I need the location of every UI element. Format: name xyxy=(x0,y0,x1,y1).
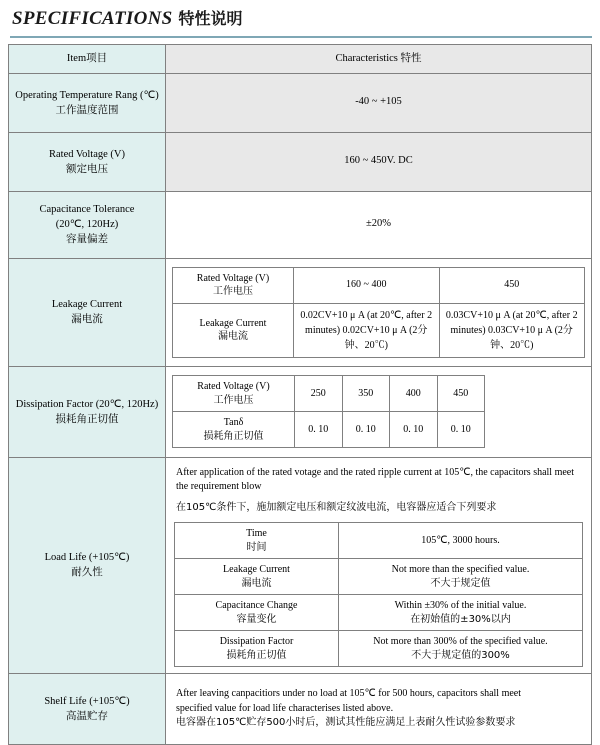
dissipation-tan-header-en: Tanδ xyxy=(223,417,244,429)
header-item-en: Item xyxy=(66,53,87,65)
row-value-rated-voltage xyxy=(166,132,592,191)
dissipation-body-row xyxy=(173,412,485,448)
header-characteristics-cell xyxy=(166,45,592,74)
dissipation-header-row xyxy=(173,376,485,412)
table-row xyxy=(9,132,592,191)
table-row xyxy=(9,457,592,674)
load-life-inner-table xyxy=(174,522,583,667)
load-life-item-value-en-1: 105℃, 3000 hours. xyxy=(421,534,500,546)
dissipation-tan-header-cn: 损耗角正切值 xyxy=(203,430,264,442)
table-row xyxy=(9,191,592,258)
leakage-voltage-header-en: Rated Voltage (V) xyxy=(196,272,270,284)
dissipation-voltage-2: 350 xyxy=(342,376,390,412)
cap-tolerance-label-cn: 容量偏差 xyxy=(66,232,108,245)
page-title-en: SPECIFICATIONS xyxy=(12,8,173,29)
shelf-life-label-en: Shelf Life (+105℃) xyxy=(44,696,130,708)
header-char-en: Characteristics xyxy=(335,53,398,64)
leakage-body-row xyxy=(173,303,585,357)
row-label-shelf-life xyxy=(9,674,166,745)
dissipation-label-en: Dissipation Factor (20℃, 120Hz) xyxy=(15,398,159,410)
rated-voltage-label-en: Rated Voltage (V) xyxy=(48,148,125,160)
leakage-voltage-header xyxy=(173,267,294,303)
load-life-item-value-1 xyxy=(339,523,583,559)
leakage-col1-value: 0.02CV+10 μ A (at 20℃, after 2 minutes) 0.02CV+10 μ A (2分钟、20℃) xyxy=(294,303,440,357)
load-life-item-value-cn-2: 不大于规定值 xyxy=(430,577,491,589)
rated-voltage-label-cn: 额定电压 xyxy=(66,162,108,175)
dissipation-tan-2: 0. 10 xyxy=(342,412,390,448)
load-life-item-name-en-3: Capacitance Change xyxy=(215,600,298,612)
leakage-current-header xyxy=(173,303,294,357)
page-header xyxy=(0,0,600,34)
dissipation-voltage-3: 400 xyxy=(390,376,438,412)
row-label-leakage-current xyxy=(9,258,166,366)
row-label-load-life xyxy=(9,457,166,674)
load-life-item-name-3 xyxy=(175,595,339,631)
dissipation-tan-header xyxy=(173,412,295,448)
shelf-life-note-cn: 电容器在105℃贮存500小时后，测试其性能应满足上表耐久性试验参数要求 xyxy=(176,717,516,729)
load-life-item-row xyxy=(175,559,583,595)
dissipation-voltage-4: 450 xyxy=(437,376,485,412)
row-value-capacitance-tolerance xyxy=(166,191,592,258)
table-header-row xyxy=(9,45,592,74)
load-life-item-name-1 xyxy=(175,523,339,559)
leakage-col1-header: 160 ~ 400 xyxy=(294,267,440,303)
load-life-item-name-en-2: Leakage Current xyxy=(223,564,290,576)
load-life-item-name-cn-2: 漏电流 xyxy=(241,577,272,589)
load-life-item-value-en-4: Not more than 300% of the specified value. xyxy=(373,636,548,648)
leakage-col2-header: 450 xyxy=(439,267,585,303)
dissipation-voltage-header-cn: 工作电压 xyxy=(213,394,254,406)
load-life-item-value-en-2: Not more than the specified value. xyxy=(391,564,530,576)
row-value-load-life xyxy=(166,457,592,674)
leakage-current-header-en: Leakage Current xyxy=(199,317,267,329)
load-life-item-row xyxy=(175,523,583,559)
load-life-label-cn: 耐久性 xyxy=(71,566,103,579)
dissipation-label-cn: 损耗角正切值 xyxy=(55,412,119,425)
load-life-item-value-cn-3: 在初始值的±30%以内 xyxy=(410,613,511,625)
table-row xyxy=(9,674,592,745)
operating-temp-label-en: Operating Temperature Rang (℃) xyxy=(15,89,159,101)
load-life-item-name-en-4: Dissipation Factor xyxy=(219,636,294,648)
row-value-dissipation-factor xyxy=(166,366,592,457)
load-life-item-row xyxy=(175,631,583,667)
load-life-item-name-4 xyxy=(175,631,339,667)
table-row xyxy=(9,366,592,457)
dissipation-voltage-header-en: Rated Voltage (V) xyxy=(197,381,270,393)
load-life-item-value-3 xyxy=(339,595,583,631)
row-value-shelf-life xyxy=(166,674,592,745)
row-label-dissipation-factor xyxy=(9,366,166,457)
table-row xyxy=(9,73,592,132)
load-life-item-name-cn-1: 时间 xyxy=(246,541,267,553)
cap-tolerance-label-condition: (20℃, 120Hz) xyxy=(55,218,119,230)
header-item-cell xyxy=(9,45,166,74)
load-life-item-value-4 xyxy=(339,631,583,667)
operating-temp-value: -40 ~ +105 xyxy=(355,96,402,108)
header-divider xyxy=(10,36,592,38)
row-value-leakage-current xyxy=(166,258,592,366)
page-title-cn: 特性说明 xyxy=(178,9,243,28)
header-char-cn: 特性 xyxy=(400,52,422,64)
load-life-item-name-2 xyxy=(175,559,339,595)
load-life-item-row xyxy=(175,595,583,631)
dissipation-voltage-header xyxy=(173,376,295,412)
load-life-item-name-cn-3: 容量变化 xyxy=(236,613,277,625)
load-life-item-name-cn-4: 损耗角正切值 xyxy=(226,649,287,661)
leakage-label-en: Leakage Current xyxy=(51,299,123,311)
shelf-life-note-en-1: After leaving canpacitiors under no load at 105℃ for 500 hours, capacitors shall meet xyxy=(176,688,522,700)
cap-tolerance-value: ±20% xyxy=(365,218,391,230)
row-label-capacitance-tolerance xyxy=(9,191,166,258)
table-row xyxy=(9,258,592,366)
shelf-life-note-en-2: specified value for load life characterises listed above. xyxy=(176,702,394,714)
cap-tolerance-label-en: Capacitance Tolerance xyxy=(39,204,135,216)
leakage-current-header-cn: 漏电流 xyxy=(218,331,248,343)
dissipation-inner-table xyxy=(172,375,485,448)
row-label-operating-temperature xyxy=(9,73,166,132)
leakage-col2-value: 0.03CV+10 μ A (at 20℃, after 2 minutes) 0.03CV+10 μ A (2分钟、20℃) xyxy=(439,303,585,357)
dissipation-voltage-1: 250 xyxy=(295,376,343,412)
header-item-cn: 项目 xyxy=(86,52,108,65)
load-life-item-value-2 xyxy=(339,559,583,595)
row-label-rated-voltage xyxy=(9,132,166,191)
dissipation-tan-1: 0. 10 xyxy=(295,412,343,448)
load-life-label-en: Load Life (+105℃) xyxy=(44,552,130,564)
load-life-item-value-en-3: Within ±30% of the initial value. xyxy=(394,600,527,612)
leakage-inner-table xyxy=(172,267,585,358)
load-life-item-name-en-1: Time xyxy=(246,528,267,540)
specifications-table xyxy=(8,44,592,745)
row-value-operating-temperature xyxy=(166,73,592,132)
load-life-note-en: After application of the rated votage and the rated ripple current at 105℃, the capacitors shall meet the requirement blow xyxy=(176,466,575,493)
leakage-voltage-header-cn: 工作电压 xyxy=(213,286,253,298)
rated-voltage-value: 160 ~ 450V. DC xyxy=(344,155,413,167)
dissipation-tan-4: 0. 10 xyxy=(437,412,485,448)
load-life-note-cn: 在105℃条件下，施加额定电压和额定纹波电流，电容器应适合下列要求 xyxy=(176,501,497,513)
shelf-life-label-cn: 高温贮存 xyxy=(66,710,108,723)
load-life-item-value-cn-4: 不大于规定值的300% xyxy=(411,649,510,661)
dissipation-tan-3: 0. 10 xyxy=(390,412,438,448)
leakage-header-row xyxy=(173,267,585,303)
operating-temp-label-cn: 工作温度范围 xyxy=(55,103,119,116)
leakage-label-cn: 漏电流 xyxy=(71,313,103,326)
